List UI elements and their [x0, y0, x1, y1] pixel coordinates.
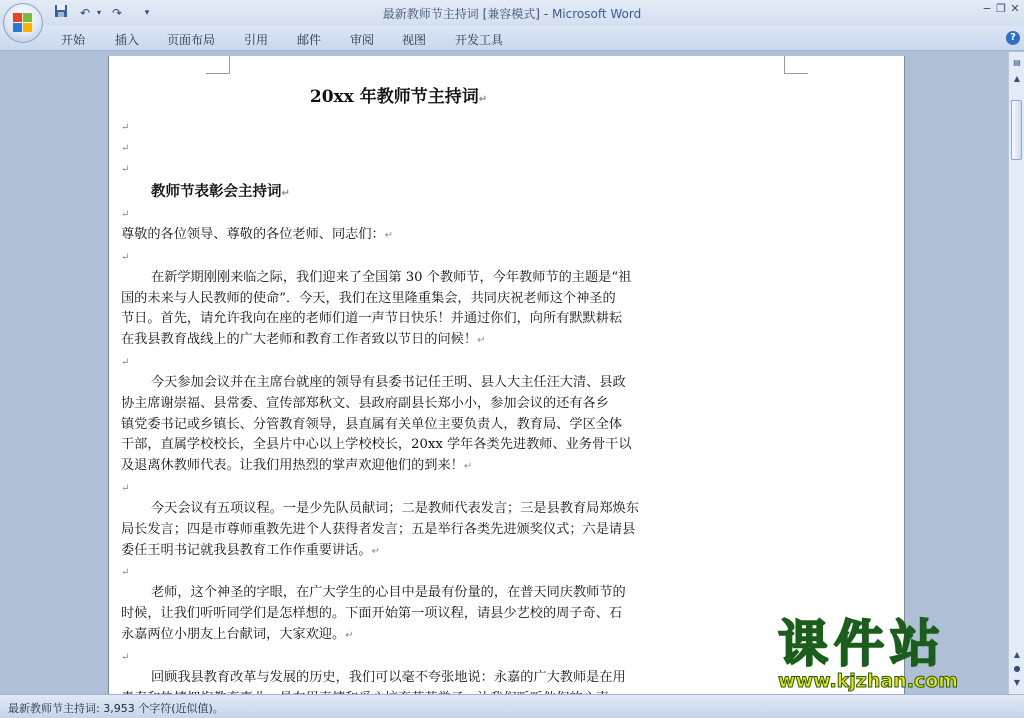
text-line: 在新学期刚刚来临之际，我们迎来了全国第 30 个教师节，今年教师节的主题是“祖: [151, 269, 632, 285]
tab-home[interactable]: 开始: [61, 33, 86, 47]
text-line: [121, 330, 676, 352]
text-line: [121, 456, 676, 478]
watermark-url: www.kjzhan.com: [778, 670, 959, 692]
tab-review[interactable]: 审阅: [350, 33, 375, 47]
scrollbar-thumb[interactable]: [1011, 100, 1022, 160]
tab-page-layout[interactable]: 页面布局: [167, 33, 216, 47]
paragraph-mark: ↵: [477, 335, 486, 347]
office-button[interactable]: [3, 3, 43, 43]
text-line: 时候，让我们听听同学们是怎样想的。下面开始第一项议程，请县少艺校的周子奇、石: [121, 606, 623, 622]
text-line: 国的未来与人民教师的使命”．今天，我们在这里隆重集会，共同庆祝老师这个神圣的: [121, 290, 616, 306]
text-line-content: 及退离休教师代表。让我们用热烈的掌声欢迎他们的到来！: [121, 458, 464, 474]
tab-developer[interactable]: 开发工具: [455, 33, 504, 47]
subheading: [121, 180, 676, 204]
text-line: [121, 541, 676, 563]
text-line: [121, 625, 676, 647]
tab-view[interactable]: 视图: [402, 33, 427, 47]
text-line-content: 在我县教育战线上的广大老师和教育工作者致以节日的问候！: [121, 332, 478, 348]
document-body[interactable]: [121, 82, 676, 709]
select-browse-object-icon[interactable]: ●: [1013, 664, 1021, 673]
tab-references[interactable]: 引用: [244, 33, 269, 47]
text-line-content: 委任王明书记就我县教育工作作重要讲话。: [121, 542, 372, 558]
text-line: 干部，直属学校校长，全县片中心以上学校校长，20xx 学年各类先进教师、业务骨干以: [121, 437, 632, 453]
empty-paragraph: ↵: [121, 209, 130, 220]
restore-icon[interactable]: ❐: [996, 2, 1006, 15]
document-title-text: 20xx 年教师节主持词: [309, 87, 479, 107]
document-name: 最新教师节主持词 [兼容模式]: [382, 7, 540, 21]
paragraph-mark: ↵: [463, 461, 473, 473]
text-line: 镇党委书记或乡镇长、分管教育领导，县直属有关单位主要负责人，教育局、学区全体: [121, 416, 623, 432]
tab-insert[interactable]: 插入: [115, 33, 140, 47]
text-line: 今天会议有五项议程。一是少先队员献词；二是教师代表发言；三是县教育局郑焕东: [151, 500, 639, 516]
undo-icon[interactable]: ↶: [79, 6, 91, 20]
document-title: [121, 82, 676, 107]
next-page-icon[interactable]: ▼: [1013, 678, 1021, 687]
window-title: [0, 5, 1024, 22]
minimize-icon[interactable]: −: [982, 2, 992, 15]
customize-quick-access-icon[interactable]: ▾: [144, 8, 150, 18]
text-line: 局长发言；四是市尊师重教先进个人获得者发言；五是举行各类先进颁奖仪式；六是请县: [121, 521, 636, 537]
ruler-toggle-icon[interactable]: ▤: [1013, 58, 1021, 67]
text-line: 节日。首先，请允许我向在座的老师们道一声节日快乐！并通过你们，向所有默默耕耘: [121, 311, 623, 327]
paragraph-mark: ↵: [281, 188, 290, 199]
watermark-logo: [770, 614, 1008, 694]
subheading-text: 教师节表彰会主持词: [151, 183, 282, 200]
close-icon[interactable]: ✕: [1010, 2, 1020, 15]
vertical-scrollbar[interactable]: [1008, 52, 1024, 694]
tab-mailings[interactable]: 邮件: [297, 33, 322, 47]
status-bar: [0, 694, 1024, 718]
margin-corner-mark: [784, 56, 808, 74]
paragraph-mark: ↵: [345, 629, 354, 641]
scroll-up-icon[interactable]: ▲: [1013, 74, 1021, 83]
empty-paragraph: ↵: [121, 356, 130, 368]
document-workspace: [0, 52, 1008, 694]
greeting-text: 尊敬的各位领导、尊敬的各位老师、同志们：: [121, 227, 385, 242]
paragraph-mark: ↵: [371, 545, 380, 557]
text-line-content: 永嘉两位小朋友上台献词，大家欢迎。: [121, 626, 346, 642]
paragraph-mark: ↵: [478, 94, 488, 105]
redo-icon[interactable]: ↷: [111, 6, 123, 20]
text-line: 老师，这个神圣的字眼，在广大学生的心目中是最有份量的，在普天同庆教师节的: [151, 585, 626, 601]
margin-corner-mark: [206, 56, 230, 74]
paragraph-mark: ↵: [384, 230, 394, 241]
paragraph: [121, 583, 676, 646]
paragraph: [121, 499, 676, 562]
word-count-status[interactable]: 最新教师节主持词: 3,953 个字符(近似值)。: [8, 702, 224, 715]
greeting: [121, 225, 676, 247]
help-icon[interactable]: ?: [1006, 31, 1020, 45]
undo-dropdown-icon[interactable]: ▾: [96, 8, 101, 17]
paragraph: [121, 268, 676, 352]
empty-paragraph: ↵: [121, 143, 130, 154]
empty-paragraph: ↵: [121, 482, 130, 494]
title-separator: -: [539, 7, 552, 21]
app-name: Microsoft Word: [551, 7, 642, 21]
text-line: 今天参加会议并在主席台就座的领导有县委书记任王明、县人大主任汪大清、县政: [151, 374, 626, 390]
empty-paragraph: ↵: [121, 122, 130, 133]
previous-page-icon[interactable]: ▲: [1013, 650, 1021, 659]
empty-paragraph: ↵: [121, 651, 130, 663]
text-line: 协主席谢崇福、县常委、宣传部郑秋文、县政府副县长郑小小，参加会议的还有各乡: [121, 395, 609, 411]
paragraph: [121, 373, 676, 478]
empty-paragraph: ↵: [121, 251, 130, 263]
watermark-title: 课件站: [778, 615, 946, 673]
title-bar: [0, 0, 1024, 26]
empty-paragraph: ↵: [121, 567, 130, 579]
office-logo-icon: [13, 13, 33, 33]
text-line: 回顾我县教育改革与发展的历史，我们可以毫不夸张地说：永嘉的广大教师是在用: [151, 669, 626, 685]
ribbon-tabs: [0, 26, 1024, 51]
empty-paragraph: ↵: [121, 164, 130, 175]
